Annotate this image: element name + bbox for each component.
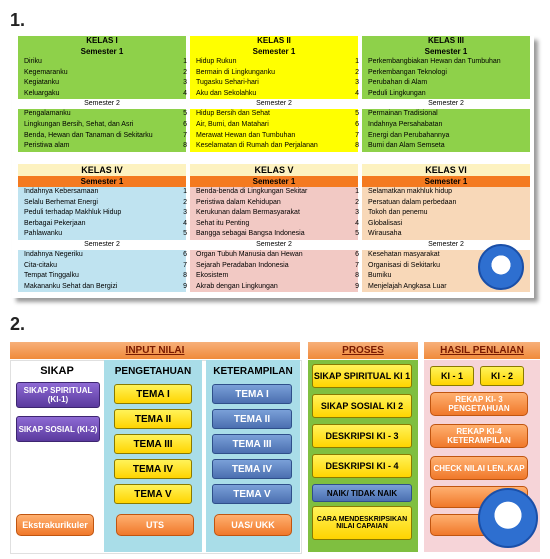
kelas-column xyxy=(18,36,186,152)
deskripsi-ki4-button[interactable]: DESKRIPSI KI - 4 xyxy=(312,454,412,478)
tema-row xyxy=(183,219,358,230)
kelas-column xyxy=(355,36,530,152)
tema-name: Pengalamanku xyxy=(24,110,71,118)
tema-row xyxy=(355,57,530,68)
uas-ukk-button[interactable]: UAS/ UKK xyxy=(214,514,292,536)
tema-row xyxy=(355,68,530,79)
tema-name: Tugasku Sehari-hari xyxy=(196,79,259,87)
tema-row xyxy=(18,208,186,219)
tema-number: 2 xyxy=(183,68,187,76)
input-nilai-header: INPUT NILAI xyxy=(10,342,300,359)
tema-name: Organisasi di Sekitarku xyxy=(368,261,440,269)
tema-number: 6 xyxy=(355,250,359,258)
tema-name: Kesehatan masyarakat xyxy=(368,250,440,258)
tema-number: 2 xyxy=(355,198,359,206)
tema-name: Lingkungan Bersih, Sehat, dan Asri xyxy=(24,120,134,128)
tema-number: 7 xyxy=(183,261,187,269)
semester-1-label: Semester 1 xyxy=(18,46,186,57)
tut-wuri-handayani-emblem xyxy=(478,244,524,290)
pengetahuan-tema-button[interactable]: TEMA III xyxy=(114,434,192,454)
tema-row xyxy=(183,109,358,120)
tema-row xyxy=(183,89,358,100)
tema-name: Persatuan dalam perbedaan xyxy=(368,198,457,206)
tema-row xyxy=(355,198,530,209)
semester-1-label: Semester 1 xyxy=(190,176,358,187)
tema-row xyxy=(355,89,530,100)
tema-name: Perkembangbiakan Hewan dan Tumbuhan xyxy=(368,58,501,65)
tema-name: Bermain di Lingkunganku xyxy=(196,68,275,76)
tema-row xyxy=(183,78,358,89)
tema-row xyxy=(183,120,358,131)
keterampilan-tema-button[interactable]: TEMA IV xyxy=(212,459,292,479)
tema-name: Ekosistem xyxy=(196,272,229,280)
keterampilan-title: KETERAMPILAN xyxy=(213,365,293,377)
tema-row xyxy=(18,68,186,79)
tema-name: Peduli Lingkungan xyxy=(368,89,426,97)
tema-row xyxy=(18,57,186,68)
tema-number: 3 xyxy=(355,79,359,87)
tema-name: Keluargaku xyxy=(24,89,60,97)
pengetahuan-tema-button[interactable]: TEMA V xyxy=(114,484,192,504)
tema-row xyxy=(18,187,186,198)
kelas-column xyxy=(18,164,186,292)
tema-number: 9 xyxy=(183,282,187,290)
tema-row xyxy=(183,131,358,142)
tema-row xyxy=(355,141,530,152)
hasil-ki2-button[interactable]: KI - 2 xyxy=(480,366,524,386)
tema-name: Benda, Hewan dan Tanaman di Sekitarku xyxy=(24,131,153,139)
semester-2-label: Semester 2 xyxy=(190,240,358,250)
tema-name: Selalu Berhemat Energi xyxy=(24,198,98,206)
tema-row xyxy=(18,229,186,240)
tema-row xyxy=(355,229,530,240)
tema-name: Hidup Bersih dan Sehat xyxy=(196,110,270,118)
proses-sikap-sosial-button[interactable]: SIKAP SOSIAL KI 2 xyxy=(312,394,412,418)
tema-name: Diriku xyxy=(24,58,42,65)
keterampilan-tema-button[interactable]: TEMA III xyxy=(212,434,292,454)
tema-row xyxy=(355,208,530,219)
pengetahuan-title: PENGETAHUAN xyxy=(114,365,192,377)
tema-name: Kegiatanku xyxy=(24,79,60,87)
tema-name: Indahnya Persahabatan xyxy=(368,120,443,128)
tema-name: Sejarah Peradaban Indonesia xyxy=(196,261,289,269)
tema-name: Tokoh dan penemu xyxy=(368,209,428,217)
tema-row xyxy=(18,250,186,261)
tema-row xyxy=(18,141,186,152)
check-nilai-button[interactable]: CHECK NILAI LEN..KAP xyxy=(430,456,528,480)
tema-name: Air, Bumi, dan Matahari xyxy=(196,120,269,128)
tema-name: Akrab dengan Lingkungan xyxy=(196,282,278,290)
proses-header: PROSES xyxy=(308,342,418,359)
tema-row xyxy=(183,141,358,152)
kelas-title: KELAS II xyxy=(190,36,358,46)
tema-name: Bangga sebagai Bangsa Indonesia xyxy=(196,230,305,238)
uts-button[interactable]: UTS xyxy=(116,514,194,536)
sikap-title: SIKAP xyxy=(40,365,74,377)
tema-row xyxy=(18,89,186,100)
sikap-spiritual-button[interactable]: SIKAP SPIRITUAL (KI-1) xyxy=(16,382,100,408)
tema-row xyxy=(18,282,186,293)
tema-row xyxy=(183,57,358,68)
deskripsi-ki3-button[interactable]: DESKRIPSI KI - 3 xyxy=(312,424,412,448)
tema-row xyxy=(183,187,358,198)
tema-name: Indahnya Kebersamaan xyxy=(24,188,99,195)
kelas-title: KELAS III xyxy=(362,36,530,46)
tema-number: 5 xyxy=(183,110,187,118)
tema-name: Peduli terhadap Makhluk Hidup xyxy=(24,209,122,217)
tema-number: 8 xyxy=(355,272,359,280)
kelas-column xyxy=(183,36,358,152)
kelas-column xyxy=(183,164,358,292)
tema-number: 3 xyxy=(355,209,359,217)
pengetahuan-tema-button[interactable]: TEMA IV xyxy=(114,459,192,479)
tema-number: 4 xyxy=(183,89,187,97)
ekstrakurikuler-button[interactable]: Ekstrakurikuler xyxy=(16,514,94,536)
kelas-title: KELAS VI xyxy=(362,164,530,176)
tema-row xyxy=(18,261,186,272)
tema-number: 5 xyxy=(355,230,359,238)
keterampilan-tema-button[interactable]: TEMA V xyxy=(212,484,292,504)
tema-name: Makananku Sehat dan Bergizi xyxy=(24,282,118,290)
tema-name: Perubahan di Alam xyxy=(368,79,428,87)
tema-name: Pahlawanku xyxy=(24,230,63,238)
tema-row xyxy=(183,250,358,261)
tema-name: Peristiwa dalam Kehidupan xyxy=(196,198,281,206)
tema-name: Bumiku xyxy=(368,272,392,280)
tema-name: Bumi dan Alam Semseta xyxy=(368,142,445,150)
tema-row xyxy=(18,198,186,209)
tema-name: Organ Tubuh Manusia dan Hewan xyxy=(196,250,303,258)
tut-wuri-handayani-emblem xyxy=(478,488,538,548)
curriculum-sheet xyxy=(12,36,534,298)
tema-row xyxy=(18,78,186,89)
tema-name: Kerukunan dalam Bermasyarakat xyxy=(196,209,300,217)
tema-row xyxy=(18,271,186,282)
tema-name: Benda-benda di Lingkungan Sekitar xyxy=(196,188,308,195)
tema-row xyxy=(355,187,530,198)
semester-1-label: Semester 1 xyxy=(190,46,358,57)
tema-row xyxy=(183,261,358,272)
tema-number: 3 xyxy=(183,79,187,87)
semester-2-label: Semester 2 xyxy=(362,99,530,109)
tema-row xyxy=(18,109,186,120)
tema-name: Tempat Tinggalku xyxy=(24,272,79,280)
tema-row xyxy=(183,68,358,79)
tema-row xyxy=(355,78,530,89)
tema-name: Perkembangan Teknologi xyxy=(368,68,447,76)
tema-number: 2 xyxy=(183,198,187,206)
kelas-title: KELAS I xyxy=(18,36,186,46)
tema-number: 7 xyxy=(355,261,359,269)
tema-row xyxy=(183,282,358,293)
semester-1-label: Semester 1 xyxy=(362,176,530,187)
pengetahuan-tema-button[interactable]: TEMA II xyxy=(114,409,192,429)
semester-2-label: Semester 2 xyxy=(18,99,186,109)
tema-row xyxy=(18,120,186,131)
tema-number: 4 xyxy=(183,219,187,227)
semester-2-label: Semester 2 xyxy=(18,240,186,250)
tema-number: 4 xyxy=(355,219,359,227)
tema-name: Kegemaranku xyxy=(24,68,68,76)
tema-row xyxy=(18,131,186,142)
tema-name: Selamatkan makhluk hidup xyxy=(368,188,453,195)
rekap-ki3-button[interactable]: REKAP KI- 3 PENGETAHUAN xyxy=(430,392,528,416)
tema-name: Permainan Tradisional xyxy=(368,110,438,118)
section-label-1: 1. xyxy=(10,10,26,30)
hasil-header: HASIL PENLAIAN xyxy=(424,342,540,359)
tema-number: 7 xyxy=(183,131,187,139)
tema-number: 8 xyxy=(183,272,187,280)
tema-name: Aku dan Sekolahku xyxy=(196,89,257,97)
semester-2-label: Semester 2 xyxy=(362,240,530,250)
menu-panel xyxy=(10,338,542,552)
tema-name: Menjelajah Angkasa Luar xyxy=(368,282,447,290)
tema-row xyxy=(355,120,530,131)
proses-sikap-spiritual-button[interactable]: SIKAP SPIRITUAL KI 1 xyxy=(312,364,412,388)
semester-1-label: Semester 1 xyxy=(18,176,186,187)
tema-number: 2 xyxy=(355,68,359,76)
semester-2-label: Semester 2 xyxy=(190,99,358,109)
tema-number: 1 xyxy=(355,188,359,195)
sikap-sosial-button[interactable]: SIKAP SOSIAL (KI-2) xyxy=(16,416,100,442)
tema-name: Cita-citaku xyxy=(24,261,58,269)
tema-name: Keselamatan di Rumah dan Perjalanan xyxy=(196,142,318,150)
tema-name: Merawat Hewan dan Tumbuhan xyxy=(196,131,296,139)
tema-number: 9 xyxy=(355,282,359,290)
tema-row xyxy=(183,271,358,282)
tema-row xyxy=(355,131,530,142)
kelas-title: KELAS V xyxy=(190,164,358,176)
tema-name: Peristiwa alam xyxy=(24,142,70,150)
hasil-ki1-button[interactable]: KI - 1 xyxy=(430,366,474,386)
tema-row xyxy=(183,229,358,240)
section-label-2: 2. xyxy=(10,314,26,334)
kelas-title: KELAS IV xyxy=(18,164,186,176)
tema-row xyxy=(355,109,530,120)
tema-name: Indahnya Negeriku xyxy=(24,250,83,258)
tema-name: Globalisasi xyxy=(368,219,403,227)
tema-number: 6 xyxy=(355,120,359,128)
rekap-ki4-button[interactable]: REKAP KI-4 KETERAMPILAN xyxy=(430,424,528,448)
pengetahuan-tema-button[interactable]: TEMA I xyxy=(114,384,192,404)
tema-name: Wirausaha xyxy=(368,230,402,238)
tema-row xyxy=(355,219,530,230)
tema-name: Hidup Rukun xyxy=(196,58,237,65)
tema-number: 6 xyxy=(183,120,187,128)
cara-mendeskripsikan-button[interactable]: CARA MENDESKRIPSIKAN NILAI CAPAIAN xyxy=(312,506,412,540)
semester-1-label: Semester 1 xyxy=(362,46,530,57)
keterampilan-tema-button[interactable]: TEMA II xyxy=(212,409,292,429)
tema-number: 4 xyxy=(355,89,359,97)
tema-number: 5 xyxy=(355,110,359,118)
tema-number: 5 xyxy=(183,230,187,238)
tema-number: 1 xyxy=(355,58,359,65)
tema-number: 3 xyxy=(183,209,187,217)
tema-row xyxy=(18,219,186,230)
tema-name: Energi dan Perubahannya xyxy=(368,131,450,139)
tema-row xyxy=(183,198,358,209)
tema-number: 8 xyxy=(355,142,359,150)
tema-name: Sehat itu Penting xyxy=(196,219,250,227)
tema-row xyxy=(183,208,358,219)
tema-number: 8 xyxy=(183,142,187,150)
tema-number: 7 xyxy=(355,131,359,139)
naik-tidak-naik-button[interactable]: NAIK/ TIDAK NAIK xyxy=(312,484,412,502)
tema-number: 1 xyxy=(183,58,187,65)
keterampilan-tema-button[interactable]: TEMA I xyxy=(212,384,292,404)
tema-name: Berbagai Pekerjaan xyxy=(24,219,86,227)
tema-number: 6 xyxy=(183,250,187,258)
tema-number: 1 xyxy=(183,188,187,195)
